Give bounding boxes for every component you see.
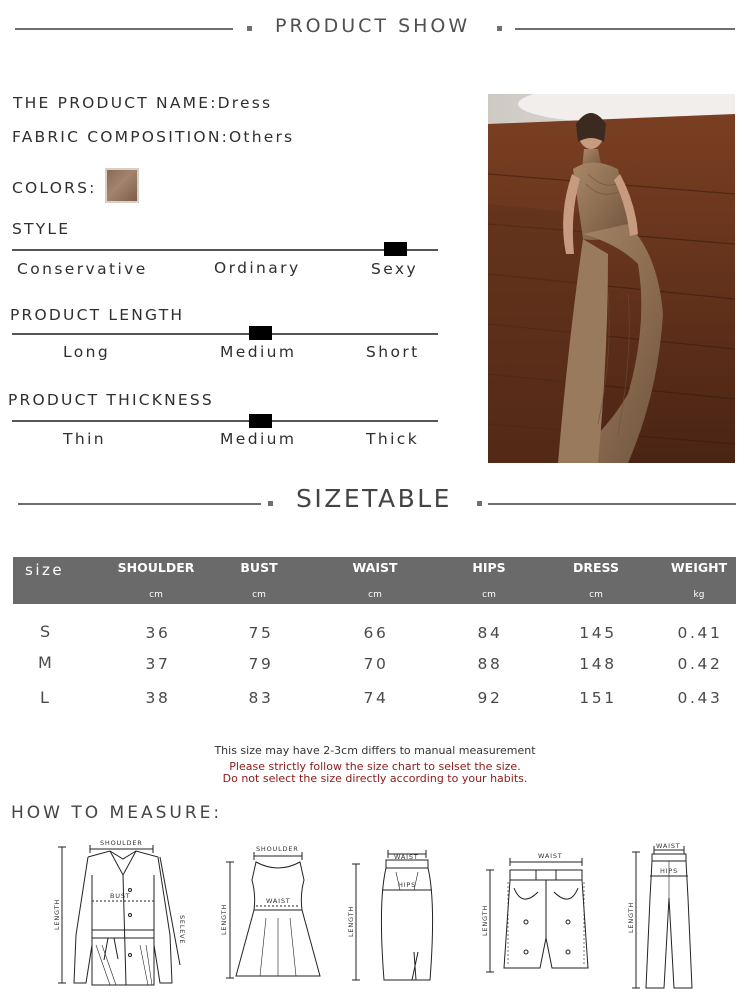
unit-weight: kg: [693, 590, 705, 600]
thickness-option-thin: Thin: [63, 430, 107, 448]
sizetable-dot-right: [477, 501, 482, 506]
shorts-waist-label: WAIST: [538, 852, 563, 860]
cell-m-weight: 0.42: [677, 655, 723, 673]
cell-s-waist: 66: [363, 624, 389, 642]
cell-s-bust: 75: [248, 624, 274, 642]
col-header-dress: DRESS: [573, 560, 619, 575]
cell-s-weight: 0.41: [677, 624, 723, 642]
size-table-header: [13, 557, 736, 604]
style-marker: [384, 242, 407, 256]
skirt-waist-label: WAIST: [394, 853, 419, 861]
cell-m-waist: 70: [363, 655, 389, 673]
thickness-option-medium: Medium: [220, 430, 297, 448]
dress-shoulder-label: SHOULDER: [256, 845, 299, 853]
sizetable-title: SIZETABLE: [296, 484, 452, 513]
dress-measure-diagram: [216, 840, 336, 985]
col-header-hips: HIPS: [472, 560, 506, 575]
product-name: THE PRODUCT NAME:Dress: [13, 94, 273, 112]
pants-waist-label: WAIST: [656, 842, 681, 850]
jacket-bust-label: BUST: [110, 892, 131, 900]
cell-m-hips: 88: [477, 655, 503, 673]
cell-s-dress: 145: [579, 624, 617, 642]
thickness-scale-line: [12, 420, 438, 422]
unit-bust: cm: [252, 590, 266, 600]
cell-l-shoulder: 38: [145, 689, 171, 707]
jacket-length-label: LENGTH: [53, 898, 61, 930]
header-dot-left: [247, 26, 252, 31]
row-label-l: L: [40, 688, 49, 707]
cell-l-waist: 74: [363, 689, 389, 707]
pants-hips-label: HIPS: [660, 867, 679, 875]
unit-waist: cm: [368, 590, 382, 600]
col-header-bust: BUST: [240, 560, 278, 575]
header-dot-right: [497, 26, 502, 31]
fabric-composition: FABRIC COMPOSITION:Others: [12, 128, 295, 146]
length-label: PRODUCT LENGTH: [10, 306, 185, 324]
jacket-shoulder-label: SHOULDER: [100, 839, 143, 847]
unit-hips: cm: [482, 590, 496, 600]
skirt-hips-label: HIPS: [398, 881, 417, 889]
product-photo: [488, 94, 735, 463]
pants-length-label: LENGTH: [627, 901, 635, 933]
shorts-measure-diagram: [478, 848, 618, 978]
col-header-shoulder: SHOULDER: [117, 560, 195, 575]
cell-m-bust: 79: [248, 655, 274, 673]
cell-l-weight: 0.43: [677, 689, 723, 707]
col-header-waist: WAIST: [352, 560, 398, 575]
cell-l-hips: 92: [477, 689, 503, 707]
row-label-s: S: [40, 622, 51, 641]
dress-waist-label: WAIST: [266, 897, 291, 905]
sizetable-dot-left: [268, 501, 273, 506]
cell-s-hips: 84: [477, 624, 503, 642]
measurement-note: This size may have 2-3cm differs to manual measurement: [214, 744, 536, 757]
unit-dress: cm: [589, 590, 603, 600]
size-column-header: size: [25, 561, 65, 579]
sizetable-rule-left: [18, 503, 261, 505]
header-rule-left: [15, 28, 233, 30]
sizetable-rule-right: [488, 503, 736, 505]
skirt-length-label: LENGTH: [347, 905, 355, 937]
cell-s-shoulder: 36: [145, 624, 171, 642]
thickness-option-thick: Thick: [366, 430, 420, 448]
style-label: STYLE: [12, 220, 71, 238]
colors-label: COLORS:: [12, 179, 97, 197]
skirt-measure-diagram: [344, 842, 454, 987]
cell-m-dress: 148: [579, 655, 617, 673]
header-rule-right: [515, 28, 735, 30]
cell-m-shoulder: 37: [145, 655, 171, 673]
product-show-title: PRODUCT SHOW: [275, 15, 471, 37]
row-label-m: M: [38, 653, 52, 672]
style-option-ordinary: Ordinary: [214, 259, 301, 277]
cell-l-dress: 151: [579, 689, 617, 707]
shorts-length-label: LENGTH: [481, 904, 489, 936]
warning-note-2: Do not select the size directly according to your habits.: [222, 772, 528, 785]
how-to-measure-title: HOW TO MEASURE:: [11, 803, 223, 823]
cell-l-bust: 83: [248, 689, 274, 707]
style-scale-line: [12, 249, 438, 251]
jacket-sleeve-label: SELEVE: [178, 915, 186, 945]
length-scale-line: [12, 333, 438, 335]
length-option-medium: Medium: [220, 343, 297, 361]
thickness-label: PRODUCT THICKNESS: [8, 391, 214, 409]
dress-length-label: LENGTH: [220, 903, 228, 935]
col-header-weight: WEIGHT: [670, 560, 728, 575]
thickness-marker: [249, 414, 272, 428]
style-option-conservative: Conservative: [17, 260, 148, 278]
style-option-sexy: Sexy: [371, 260, 419, 278]
unit-shoulder: cm: [149, 590, 163, 600]
color-swatch-brown[interactable]: [105, 168, 139, 203]
length-option-long: Long: [63, 343, 111, 361]
jacket-measure-diagram: [48, 835, 198, 995]
warning-note-1: Please strictly follow the size chart to selset the size.: [229, 760, 521, 773]
pants-measure-diagram: [624, 838, 704, 993]
length-marker: [249, 326, 272, 340]
length-option-short: Short: [366, 343, 420, 361]
